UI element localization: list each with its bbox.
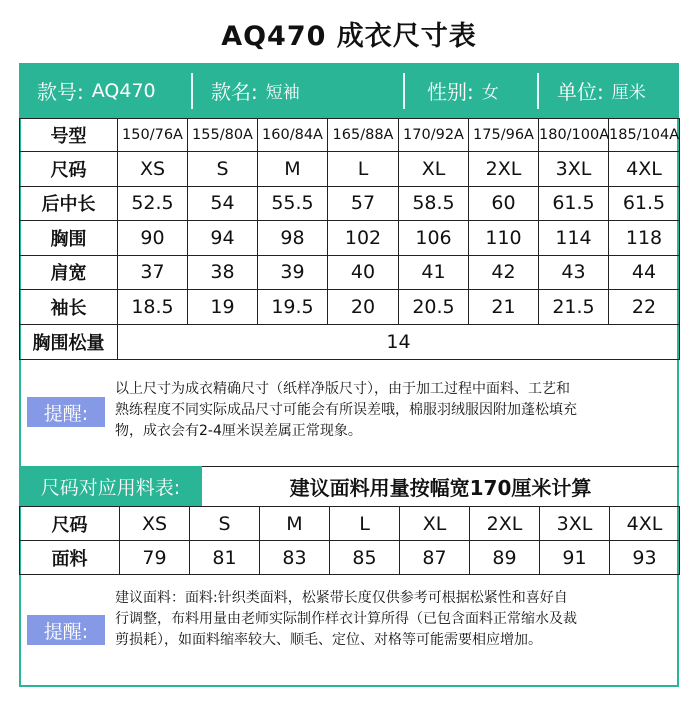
table-cell: 57 (328, 186, 399, 221)
table-cell: 102 (328, 221, 399, 256)
fabric-table-row (20, 507, 680, 541)
table-cell: 155/80A (188, 119, 258, 152)
gender-cell (405, 63, 537, 118)
table-cell: 44 (609, 255, 680, 290)
info-header (19, 63, 679, 118)
fabric-section-subtitle: 建议面料用量按幅宽170厘米计算 (289, 475, 592, 500)
fabric-reminder-line: 建议面料：面料:针织类面料，松紧带长度仅供参考可根据松紧性和喜好自 (115, 590, 568, 606)
table-cell: 94 (188, 221, 258, 256)
size-table-row (20, 119, 680, 152)
unit-label: 单位: (557, 80, 604, 104)
table-cell: 3XL (540, 507, 610, 541)
fabric-note (19, 574, 679, 687)
table-cell: 42 (469, 255, 539, 290)
header-divider (403, 73, 405, 109)
style-no-label: 款号: (37, 80, 84, 104)
fabric-reminder-line: 行调整，布料用量由老师实际制作样衣计算所得（已包含面料正常缩水及裁 (115, 611, 577, 627)
header-divider (537, 73, 539, 109)
reminder-line: 物，成衣会有2-4厘米误差属正常现象。 (115, 423, 362, 439)
unit-value: 厘米 (611, 83, 646, 103)
table-cell: 55.5 (258, 186, 328, 221)
table-cell: 85 (330, 541, 400, 575)
row-label: 尺码 (20, 152, 118, 187)
style-no-cell (19, 63, 191, 118)
table-cell: 58.5 (399, 186, 469, 221)
gender-value: 女 (481, 83, 499, 103)
table-cell: L (328, 152, 399, 187)
table-cell: 52.5 (118, 186, 188, 221)
size-table-row (20, 152, 680, 187)
table-cell: 43 (539, 255, 609, 290)
table-cell: 20 (328, 290, 399, 325)
table-cell: 4XL (610, 507, 680, 541)
ease-value: 14 (118, 324, 680, 359)
reminder-text (115, 379, 675, 442)
table-cell: 91 (540, 541, 610, 575)
table-cell: 165/88A (328, 119, 399, 152)
row-label: 尺码 (20, 507, 120, 541)
style-no-value: AQ470 (91, 79, 156, 102)
size-table-row (20, 255, 680, 290)
table-cell: M (260, 507, 330, 541)
table-cell: S (190, 507, 260, 541)
table-cell: 3XL (539, 152, 609, 187)
table-cell: 106 (399, 221, 469, 256)
ease-label: 胸围松量 (20, 324, 118, 359)
table-cell: XS (120, 507, 190, 541)
unit-cell (539, 63, 679, 118)
table-cell: 2XL (470, 507, 540, 541)
reminder-note (19, 362, 679, 466)
row-label: 后中长 (20, 186, 118, 221)
header-divider (191, 73, 193, 109)
table-cell: 93 (610, 541, 680, 575)
fabric-reminder-line: 剪损耗），如面料缩率较大、顺毛、定位、对格等可能需要相应增加。 (115, 632, 542, 648)
table-cell: 110 (469, 221, 539, 256)
table-cell: 21.5 (539, 290, 609, 325)
table-cell: 180/100A (539, 119, 609, 152)
name-value: 短袖 (265, 83, 300, 103)
row-label: 胸围 (20, 221, 118, 256)
row-label: 面料 (20, 541, 120, 575)
table-cell: 79 (120, 541, 190, 575)
table-cell: 40 (328, 255, 399, 290)
table-cell: 20.5 (399, 290, 469, 325)
gender-label: 性别: (427, 80, 474, 104)
table-cell: 118 (609, 221, 680, 256)
table-cell: S (188, 152, 258, 187)
table-cell: 61.5 (539, 186, 609, 221)
table-cell: 170/92A (399, 119, 469, 152)
table-cell: 39 (258, 255, 328, 290)
table-cell: XL (400, 507, 470, 541)
table-cell: 185/104A (609, 119, 680, 152)
table-cell: 19 (188, 290, 258, 325)
ease-row (20, 324, 680, 359)
name-cell (193, 63, 403, 118)
page-title: AQ470 成衣尺寸表 (221, 21, 477, 52)
table-cell: L (330, 507, 400, 541)
table-cell: 4XL (609, 152, 680, 187)
table-cell: 87 (400, 541, 470, 575)
size-table (19, 118, 680, 360)
fabric-section-title: 尺码对应用料表: (19, 466, 202, 506)
fabric-reminder-badge: 提醒: (27, 615, 105, 645)
row-label: 袖长 (20, 290, 118, 325)
table-cell: 60 (469, 186, 539, 221)
table-cell: M (258, 152, 328, 187)
size-table-row (20, 221, 680, 256)
row-label: 号型 (20, 119, 118, 152)
table-cell: 90 (118, 221, 188, 256)
name-label: 款名: (211, 80, 258, 104)
table-cell: 81 (190, 541, 260, 575)
table-cell: XS (118, 152, 188, 187)
reminder-line: 以上尺寸为成衣精确尺寸（纸样净版尺寸），由于加工过程中面料、工艺和 (115, 381, 570, 397)
fabric-section-header (19, 466, 679, 506)
table-cell: 160/84A (258, 119, 328, 152)
table-cell: 98 (258, 221, 328, 256)
table-cell: 38 (188, 255, 258, 290)
table-cell: 61.5 (609, 186, 680, 221)
fabric-table (19, 506, 680, 575)
fabric-reminder-text (115, 588, 675, 651)
table-cell: 175/96A (469, 119, 539, 152)
table-cell: 83 (260, 541, 330, 575)
reminder-line: 熟练程度不同实际成品尺寸可能会有所误差哦，棉服羽绒服因附加蓬松填充 (115, 402, 577, 418)
table-cell: 18.5 (118, 290, 188, 325)
table-cell: 21 (469, 290, 539, 325)
table-cell: 37 (118, 255, 188, 290)
table-cell: 54 (188, 186, 258, 221)
table-cell: XL (399, 152, 469, 187)
table-cell: 114 (539, 221, 609, 256)
size-table-row (20, 290, 680, 325)
table-cell: 2XL (469, 152, 539, 187)
row-label: 肩宽 (20, 255, 118, 290)
size-table-row (20, 186, 680, 221)
table-cell: 19.5 (258, 290, 328, 325)
reminder-badge: 提醒: (27, 397, 105, 427)
fabric-table-row (20, 541, 680, 575)
table-cell: 89 (470, 541, 540, 575)
table-cell: 41 (399, 255, 469, 290)
table-cell: 150/76A (118, 119, 188, 152)
table-cell: 22 (609, 290, 680, 325)
